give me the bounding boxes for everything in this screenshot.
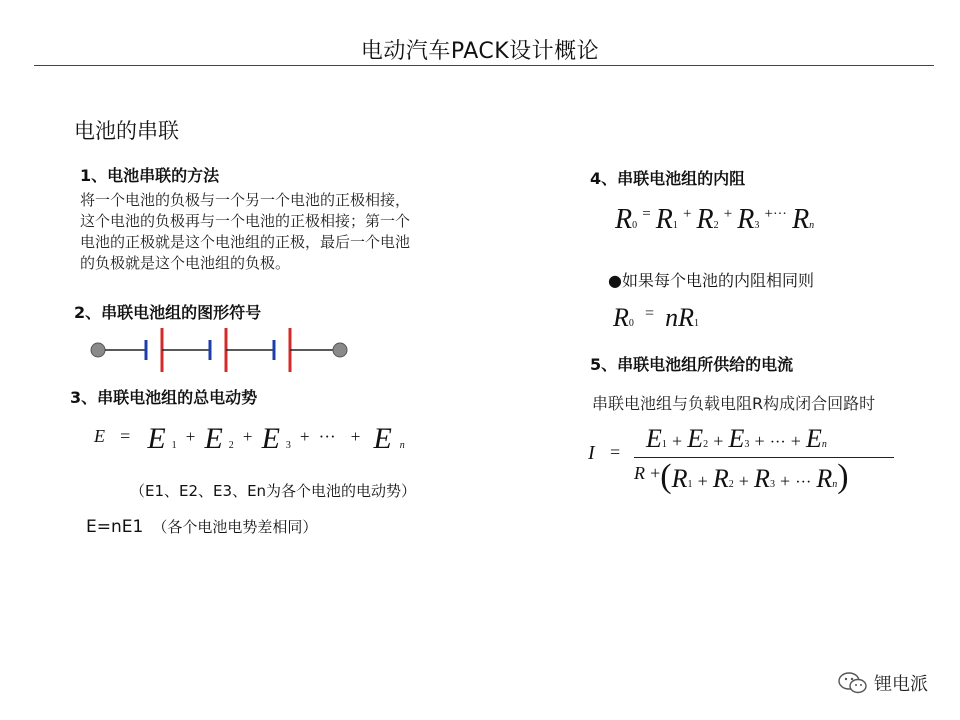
formula-subscript: 2	[713, 220, 719, 231]
formula-ellipsis: ···	[318, 427, 336, 446]
series-method-description	[80, 190, 410, 274]
formula-term: R	[792, 204, 810, 235]
formula-subscript: 1	[661, 439, 667, 450]
formula-plus: +	[299, 427, 310, 446]
formula-term: R	[696, 204, 714, 235]
formula-plus: +	[723, 206, 733, 222]
formula-plus: +	[790, 431, 801, 451]
formula-term: E	[147, 422, 166, 455]
description-line: 这个电池的负极再与一个电池的正极相接；第一个	[80, 212, 411, 230]
formula-term: R	[678, 303, 694, 332]
formula-lhs: R	[613, 303, 629, 332]
formula-plus: +	[650, 463, 661, 483]
formula-plus: +	[780, 471, 791, 491]
simplified-formula: E=nE1	[86, 517, 144, 537]
formula-subscript: 2	[228, 440, 234, 451]
wechat-icon	[838, 671, 868, 695]
formula-plus: +	[242, 427, 253, 446]
formula-subscript: 2	[703, 439, 709, 450]
same-resistance-bullet: ●如果每个电池的内阻相同则	[608, 271, 814, 290]
formula-subscript: 3	[744, 439, 750, 450]
paren-right: )	[837, 458, 849, 495]
formula-ellipsis: ···	[769, 434, 786, 451]
formula-term: E	[373, 422, 392, 455]
formula-term: R	[671, 464, 688, 493]
current-formula	[588, 424, 908, 494]
formula-plus: +	[754, 431, 765, 451]
formula-subscript: n	[832, 479, 838, 490]
equal-resistance-formula	[613, 303, 699, 333]
watermark-text: 锂电派	[874, 674, 928, 695]
formula-subscript: 3	[769, 479, 775, 490]
formula-plus: +	[764, 206, 773, 222]
formula-denominator-R: R	[634, 463, 645, 483]
formula-term: E	[204, 422, 223, 455]
description-line: 将一个电池的负极与一个另一个电池的正极相接，	[80, 191, 411, 209]
formula-lhs: E	[94, 426, 105, 446]
formula-subscript: 1	[672, 220, 678, 231]
formula-plus: +	[671, 431, 683, 451]
section-title: 电池的串联	[74, 119, 179, 143]
formula-subscript: n	[809, 220, 815, 231]
formula-equals: =	[610, 442, 621, 462]
simplified-note: （各个电池电势差相同）	[152, 518, 318, 536]
formula-subscript: 3	[754, 220, 760, 231]
heading-internal-resistance: 4、串联电池组的内阻	[590, 169, 746, 188]
formula-plus: +	[350, 427, 361, 446]
formula-numerator	[646, 424, 827, 454]
formula-n: n	[665, 303, 679, 332]
formula-equals: =	[644, 305, 655, 322]
formula-plus: +	[682, 206, 692, 222]
formula-term: R	[816, 464, 833, 493]
formula-plus: +	[185, 427, 196, 446]
formula-term: E	[728, 424, 745, 453]
formula-ellipsis: ···	[795, 474, 812, 491]
formula-term: E	[687, 424, 704, 453]
formula-plus: +	[697, 471, 708, 491]
current-description: 串联电池组与负载电阻R构成闭合回路时	[592, 394, 876, 413]
title-divider	[34, 65, 934, 66]
series-battery-symbol	[86, 325, 356, 375]
formula-subscript: 0	[628, 318, 634, 329]
description-line: 的负极就是这个电池组的负极。	[80, 254, 291, 272]
formula-subscript: 1	[694, 318, 699, 329]
formula-subscript: n	[399, 440, 405, 451]
emf-note: （E1、E2、E3、En为各个电池的电动势）	[130, 482, 417, 500]
description-line: 电池的正极就是这个电池组的正极，最后一个电池	[80, 233, 411, 251]
formula-term: R	[712, 464, 729, 493]
formula-subscript: 1	[171, 440, 177, 451]
formula-ellipsis: ···	[772, 207, 787, 222]
simplified-emf	[86, 516, 317, 537]
formula-lhs: I	[588, 442, 595, 464]
heading-series-method: 1、电池串联的方法	[80, 166, 220, 185]
formula-equals: =	[642, 206, 651, 222]
formula-subscript: 1	[687, 479, 693, 490]
formula-equals: =	[120, 426, 131, 446]
page-title: 电动汽车PACK设计概论	[360, 39, 600, 64]
watermark	[838, 670, 928, 696]
paren-left: (	[660, 458, 672, 495]
formula-subscript: n	[821, 439, 827, 450]
formula-subscript: 3	[285, 440, 291, 451]
formula-plus: +	[738, 471, 749, 491]
formula-term: E	[806, 424, 822, 453]
internal-resistance-formula	[615, 204, 814, 236]
total-emf-formula	[94, 422, 405, 462]
left-terminal	[91, 343, 105, 357]
formula-term: R	[737, 204, 755, 235]
heading-supplied-current: 5、串联电池组所供给的电流	[590, 355, 794, 374]
formula-lhs: R	[615, 204, 633, 235]
formula-denominator	[634, 458, 849, 496]
heading-circuit-symbol: 2、串联电池组的图形符号	[74, 303, 262, 322]
formula-term: E	[646, 424, 662, 453]
formula-term: R	[754, 464, 770, 493]
formula-subscript: 2	[728, 479, 734, 490]
formula-term: E	[261, 422, 280, 455]
formula-term: R	[655, 204, 673, 235]
formula-subscript: 0	[632, 220, 638, 231]
formula-plus: +	[713, 431, 724, 451]
heading-total-emf: 3、串联电池组的总电动势	[70, 388, 258, 407]
right-terminal	[333, 343, 347, 357]
